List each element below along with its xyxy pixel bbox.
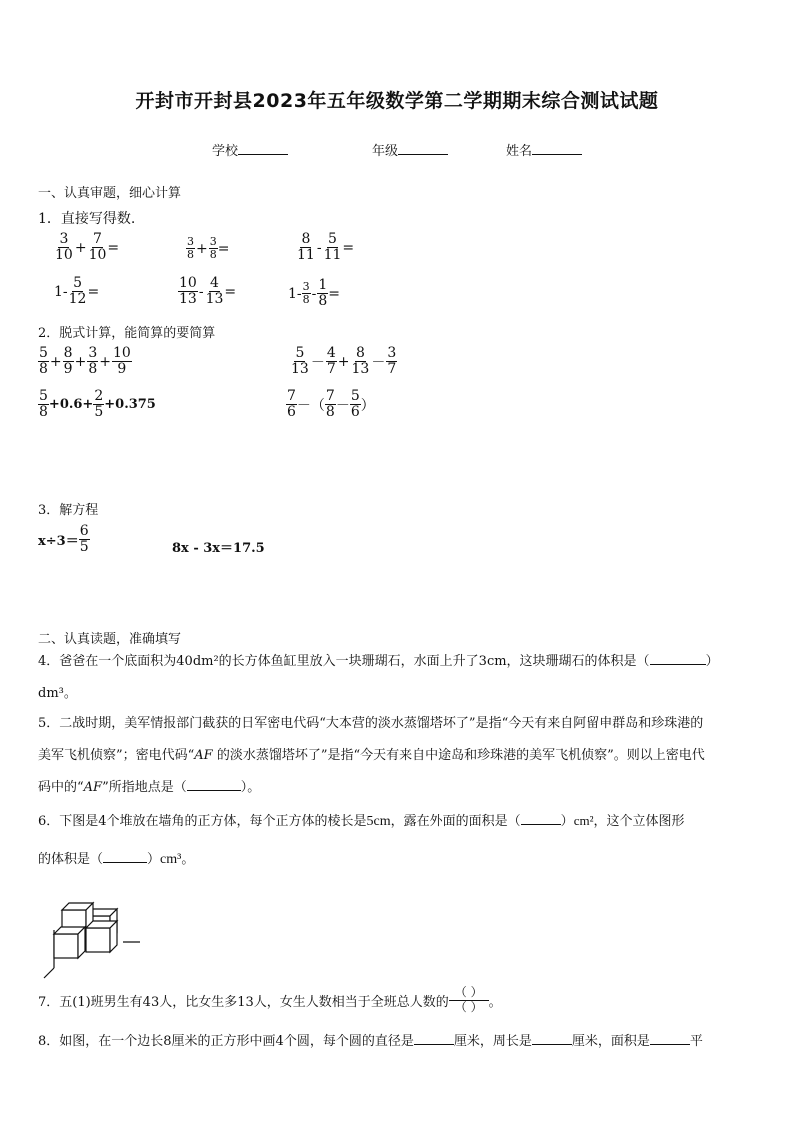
q4-answer-blank[interactable] xyxy=(650,664,706,665)
cube-stack-figure xyxy=(40,880,150,980)
grade-label: 年级 xyxy=(372,144,399,159)
q4: 4．爸爸在一个底面积为40dm²的长方体鱼缸里放入一块珊瑚石，水面上升了3cm，这块珊瑚石的体积是（ ） dm³。 xyxy=(38,654,719,701)
q3-equation-2: 8x - 3x＝17.5 xyxy=(172,541,265,556)
page-title: 开封市开封县2023年五年级数学第二学期期末综合测试试题 xyxy=(135,90,659,112)
name-blank[interactable] xyxy=(532,141,582,155)
q3-equation-1: x÷3＝ $\frac{6}{5}$ xyxy=(38,523,89,556)
q8-area-blank[interactable] xyxy=(650,1044,690,1045)
school-label: 学校 xyxy=(212,144,239,159)
q1-item-6: 1- $\frac{3}{8}$ - $\frac{1}{8}$ = xyxy=(288,277,341,310)
q5: 5．二战时期，美军情报部门截获的日军密电代码“大本营的淡水蒸馏塔坏了”是指“今天有来自阿留申群岛和珍珠港的 美军飞机侦察”；密电代码“AF 的淡水蒸馏塔坏了”是指“今天有来自中途岛和珍珠港的美军飞机侦察”。则以上密电代 码中的“AF”所指地点是（ ）。 xyxy=(38,716,705,795)
school-blank[interactable] xyxy=(238,141,288,155)
name-field xyxy=(506,140,582,159)
q7: 7．五(1)班男生有43人，比女生多13人，女生人数相当于全班总人数的 $\frac{( )}{( )}$ 。 xyxy=(38,985,502,1014)
q1-label: 1．直接写得数. xyxy=(38,211,136,227)
q8-diameter-blank[interactable] xyxy=(414,1044,454,1045)
grade-blank[interactable] xyxy=(398,141,448,155)
q1-item-4: 1- $\frac{5}{12}$ = xyxy=(54,275,100,308)
q5-answer-blank[interactable] xyxy=(187,790,241,791)
q6-volume-blank[interactable] xyxy=(103,862,147,863)
section-1-heading: 一、认真审题，细心计算 xyxy=(38,186,182,201)
q1-item-5: $\frac{10}{13}$ - $\frac{4}{13}$ = xyxy=(179,275,237,308)
q1-item-3: $\frac{8}{11}$ - $\frac{5}{11}$ = xyxy=(297,231,355,264)
q6: 6．下图是4个堆放在墙角的正方体，每个正方体的棱长是5cm，露在外面的面积是（ ）cm²，这个立体图形 的体积是（ ）cm³。 xyxy=(38,813,685,867)
q1-item-1: $\frac{3}{10}$ + $\frac{7}{10}$ = xyxy=(55,231,120,264)
q2-expr-1: $\frac{5}{8}$ + $\frac{8}{9}$ + $\frac{3}{8}$ + $\frac{10}{9}$ xyxy=(39,345,131,378)
q5-af-code: AF xyxy=(194,748,213,763)
q3-label: 3．解方程 xyxy=(38,503,99,518)
q2-label: 2．脱式计算，能简算的要简算 xyxy=(38,326,216,341)
q7-fraction-answer[interactable]: $\frac{( )}{( )}$ xyxy=(449,986,489,1015)
q1-item-2: $\frac{3}{8}$ + $\frac{3}{8}$ = xyxy=(187,235,230,262)
q8-circumference-blank[interactable] xyxy=(532,1044,572,1045)
q6-area-blank[interactable] xyxy=(521,824,561,825)
q2-expr-3: $\frac{5}{8}$ +0.6+ $\frac{2}{5}$ +0.375 xyxy=(39,388,156,421)
q8: 8．如图，在一个边长8厘米的正方形中画4个圆，每个圆的直径是 厘米，周长是 厘米，面积是 平 xyxy=(38,1034,703,1049)
section-2-heading: 二、认真读题，准确填写 xyxy=(38,632,182,647)
name-label: 姓名 xyxy=(506,144,533,159)
school-field xyxy=(212,140,288,159)
grade-field xyxy=(372,140,448,159)
q2-expr-2: $\frac{5}{13}$ － $\frac{4}{7}$ + $\frac{8}{13}$ － $\frac{3}{7}$ xyxy=(291,345,397,378)
q2-expr-4: $\frac{7}{6}$ －（ $\frac{7}{8}$ － $\frac{5}{6}$ ） xyxy=(287,388,375,421)
